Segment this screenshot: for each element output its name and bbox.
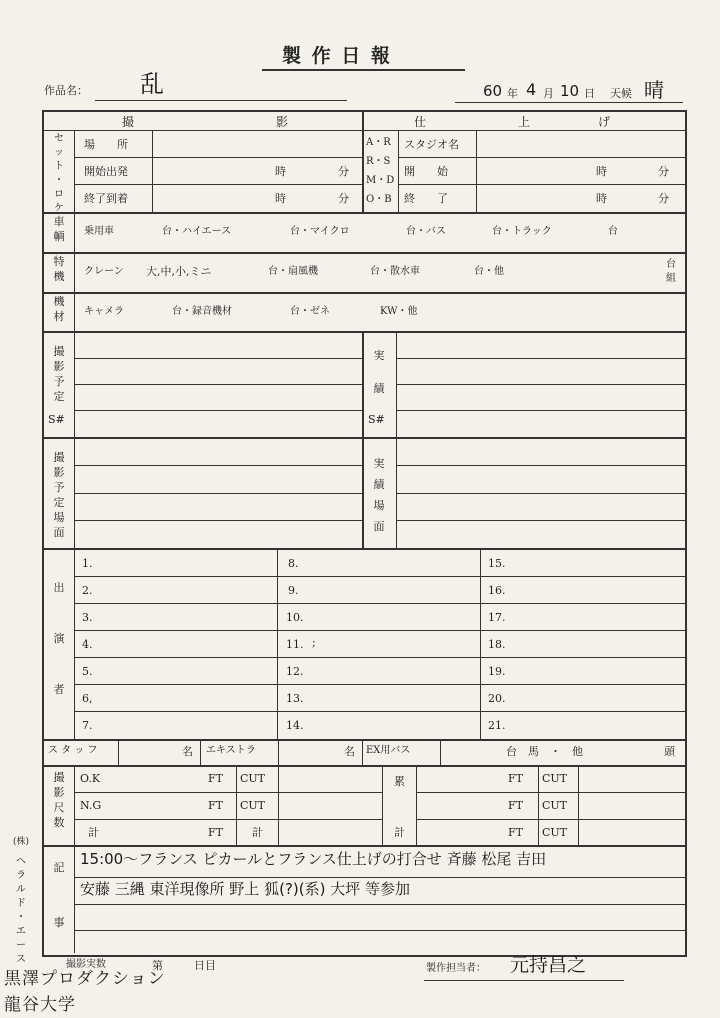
rule <box>440 739 441 765</box>
start-hour: 時 <box>596 165 607 178</box>
cum-ok-ft: FT <box>508 772 523 785</box>
watermark-line-2: 龍谷大学 <box>4 995 76 1015</box>
page-title: 製 作 日 報 <box>282 45 392 67</box>
cast-num: 17. <box>488 611 506 624</box>
cast-num: 7. <box>82 719 93 732</box>
cumulative-total-label: 計 <box>394 826 405 839</box>
watermark-line-1: 黒澤プロダクション <box>4 969 166 989</box>
cumulative-label: 累 <box>394 775 405 788</box>
work-name-label: 作品名： <box>44 84 88 97</box>
shoot-days-unit: 日目 <box>194 959 216 972</box>
rule <box>538 765 539 845</box>
cast-num: 6, <box>82 692 93 705</box>
vehicle-unit: 台 <box>608 226 618 237</box>
shooting-head-left: 撮 <box>122 115 135 129</box>
vehicle-micro: 台・マイクロ <box>290 226 350 237</box>
rule <box>74 792 382 793</box>
rule <box>396 410 685 411</box>
rule <box>74 657 685 658</box>
staff-unit: 名 <box>182 745 193 758</box>
rule <box>398 157 685 158</box>
cast-num: 11. <box>286 638 304 651</box>
rule <box>42 252 685 254</box>
cast-num: 2. <box>82 584 93 597</box>
rule <box>362 331 364 548</box>
rule <box>74 630 685 631</box>
notes-line-2: 安藤 三縄 東洋現像所 野上 狐(?)(系) 大坪 等参加 <box>80 880 410 898</box>
rule <box>74 819 382 820</box>
rule <box>152 130 153 212</box>
cum-ok-cut: CUT <box>542 772 568 785</box>
cast-label: 出 演 者 <box>53 581 65 696</box>
ng-label: N.G <box>80 799 102 812</box>
cum-ng-ft: FT <box>508 799 523 812</box>
rule <box>74 358 362 359</box>
vehicle-bus: 台・バス <box>406 226 446 237</box>
cast-num: 5. <box>82 665 93 678</box>
rule <box>118 739 119 765</box>
date-day: 10 <box>560 82 580 100</box>
rule <box>578 765 579 845</box>
ng-ft: FT <box>208 799 223 812</box>
end-minute: 分 <box>658 192 669 205</box>
vehicle-hiace: 台・ハイエース <box>162 226 232 237</box>
date-year-unit: 年 <box>507 87 518 100</box>
total-label: 計 <box>88 826 99 839</box>
result-scene-label: 実 績 場 面 <box>373 457 385 533</box>
cast-num: 8. <box>288 557 299 570</box>
end-label: 終 了 <box>404 192 448 205</box>
cum-total-cut: CUT <box>542 826 568 839</box>
rule <box>200 739 201 765</box>
cast-num: 14. <box>286 719 304 732</box>
rule <box>42 739 685 741</box>
total-kei: 計 <box>252 826 263 839</box>
special-right: 台 組 <box>666 259 676 284</box>
shoot-days-mid: 第 <box>152 959 163 972</box>
special-sprinkler: 台・散水車 <box>370 266 420 277</box>
special-crane: クレーン <box>84 266 124 277</box>
extra-label: エキストラ <box>206 745 256 756</box>
rule <box>396 465 685 466</box>
rule <box>74 184 362 185</box>
cast-extra-mark: ; <box>312 636 316 649</box>
arrive-label: 終了到着 <box>84 192 128 205</box>
rule <box>416 819 685 820</box>
result-label: 実 績 <box>373 349 385 395</box>
date-year: 60 <box>483 82 503 100</box>
end-hour: 時 <box>596 192 607 205</box>
horse-label: 台 馬 ・ 他 <box>506 745 583 758</box>
cast-num: 15. <box>488 557 506 570</box>
manager-label: 製作担当者： <box>426 963 486 974</box>
rule <box>74 765 75 845</box>
equip-gene: 台・ゼネ <box>290 306 330 317</box>
rule <box>74 331 75 548</box>
cast-num: 3. <box>82 611 93 624</box>
equip-kw: KW・他 <box>380 306 418 317</box>
cast-num: 19. <box>488 665 506 678</box>
cast-num: 13. <box>286 692 304 705</box>
rule <box>396 331 397 548</box>
ng-cut: CUT <box>240 799 266 812</box>
rule <box>42 845 685 847</box>
arrive-minute: 分 <box>338 192 349 205</box>
equip-camera: キャメラ <box>84 306 124 317</box>
set-loc-label: セ ッ ト ・ ロ ケ <box>54 133 64 214</box>
rule <box>74 384 362 385</box>
rule <box>396 520 685 521</box>
rule <box>74 157 362 158</box>
ar-label: A・R <box>366 137 391 148</box>
equip-sound: 台・録音機材 <box>172 306 232 317</box>
rule <box>74 845 75 953</box>
rs-label: R・S <box>366 156 391 167</box>
rule <box>362 739 363 765</box>
finish-head-mid: 上 <box>518 115 531 129</box>
manager-underline <box>424 980 624 981</box>
manager-value: 元持昌之 <box>510 954 587 976</box>
rule <box>74 877 685 878</box>
studio-label: スタジオ名 <box>404 138 459 151</box>
cast-num: 9. <box>288 584 299 597</box>
rule <box>74 410 362 411</box>
cast-num: 20. <box>488 692 506 705</box>
vehicle-truck: 台・トラック <box>492 226 552 237</box>
date-day-unit: 日 <box>584 87 595 100</box>
film-label: 撮 影 尺 数 <box>53 771 65 829</box>
shooting-head-right: 影 <box>276 115 289 129</box>
rule <box>278 739 279 765</box>
notes-label: 記 事 <box>53 861 65 929</box>
ob-label: O・B <box>366 194 392 205</box>
total-ft: FT <box>208 826 223 839</box>
rule <box>74 212 75 332</box>
rule <box>42 765 685 767</box>
rule <box>416 765 417 845</box>
cast-num: 16. <box>488 584 506 597</box>
special-label: 特 機 <box>53 255 65 283</box>
ok-cut: CUT <box>240 772 266 785</box>
title-underline <box>262 69 465 71</box>
rule <box>236 765 237 845</box>
weather-value: 晴 <box>644 78 664 102</box>
depart-hour: 時 <box>275 165 286 178</box>
rule <box>42 292 685 294</box>
rule <box>398 184 685 185</box>
rule <box>74 930 685 931</box>
date-month: 4 <box>526 80 537 99</box>
cast-num: 21. <box>488 719 506 732</box>
extra-unit: 名 <box>344 745 355 758</box>
cum-total-ft: FT <box>508 826 523 839</box>
start-label: 開 始 <box>404 165 448 178</box>
finish-head-left: 仕 <box>414 115 427 129</box>
cast-num: 1. <box>82 557 93 570</box>
date-underline <box>455 102 683 103</box>
cum-ng-cut: CUT <box>542 799 568 812</box>
depart-label: 開始出発 <box>84 165 128 178</box>
equipment-label: 機 材 <box>53 295 65 323</box>
weather-label: 天候 <box>610 87 632 100</box>
rule <box>74 904 685 905</box>
finish-head-right: げ <box>598 115 611 129</box>
rule <box>74 465 362 466</box>
rule <box>396 493 685 494</box>
depart-minute: 分 <box>338 165 349 178</box>
plan-scene-number: S# <box>48 413 65 426</box>
rule <box>74 603 685 604</box>
head-unit: 頭 <box>664 745 675 758</box>
rule <box>416 792 685 793</box>
rule <box>398 130 399 212</box>
ex-bus-label: EX用バス <box>366 745 411 756</box>
plan-scene-label: 撮 影 予 定 場 面 <box>53 451 65 539</box>
date-month-unit: 月 <box>543 87 554 100</box>
cast-num: 10. <box>286 611 304 624</box>
place-label: 場 所 <box>84 138 128 151</box>
work-name-value: 乱 <box>140 70 164 98</box>
cast-num: 18. <box>488 638 506 651</box>
rule <box>278 765 279 845</box>
md-label: M・D <box>366 175 395 186</box>
rule <box>42 548 685 550</box>
rule <box>362 110 364 212</box>
arrive-hour: 時 <box>275 192 286 205</box>
rule <box>74 130 75 212</box>
report-form <box>42 110 687 957</box>
special-other: 台・他 <box>474 266 504 277</box>
ok-label: O.K <box>80 772 101 785</box>
vehicle-sedan: 乗用車 <box>84 226 114 237</box>
special-fan: 台・扇風機 <box>268 266 318 277</box>
staff-label: ス タ ッ フ <box>48 745 98 756</box>
special-sizes: 大,中,小,ミニ <box>146 265 212 278</box>
cast-num: 4. <box>82 638 93 651</box>
result-scene-number: S# <box>368 413 385 426</box>
rule <box>74 711 685 712</box>
notes-line-1: 15:00～フランス ピカールとフランス仕上げの打合せ 斉藤 松尾 吉田 <box>80 850 547 868</box>
rule <box>74 520 362 521</box>
rule <box>382 765 383 845</box>
rule <box>42 212 685 214</box>
rule <box>476 130 477 212</box>
vehicles-label: 車 輌 <box>53 215 65 243</box>
rule <box>74 493 362 494</box>
rule <box>74 684 685 685</box>
plan-label: 撮 影 予 定 <box>53 345 65 403</box>
shoot-days-label: 撮影実数 <box>66 959 106 970</box>
rule <box>396 384 685 385</box>
work-name-underline <box>95 100 347 101</box>
cast-num: 12. <box>286 665 304 678</box>
rule <box>396 358 685 359</box>
company-mark: (株) ヘ ラ ル ド ・ エ ー ス <box>12 837 30 965</box>
ok-ft: FT <box>208 772 223 785</box>
start-minute: 分 <box>658 165 669 178</box>
rule <box>74 576 685 577</box>
